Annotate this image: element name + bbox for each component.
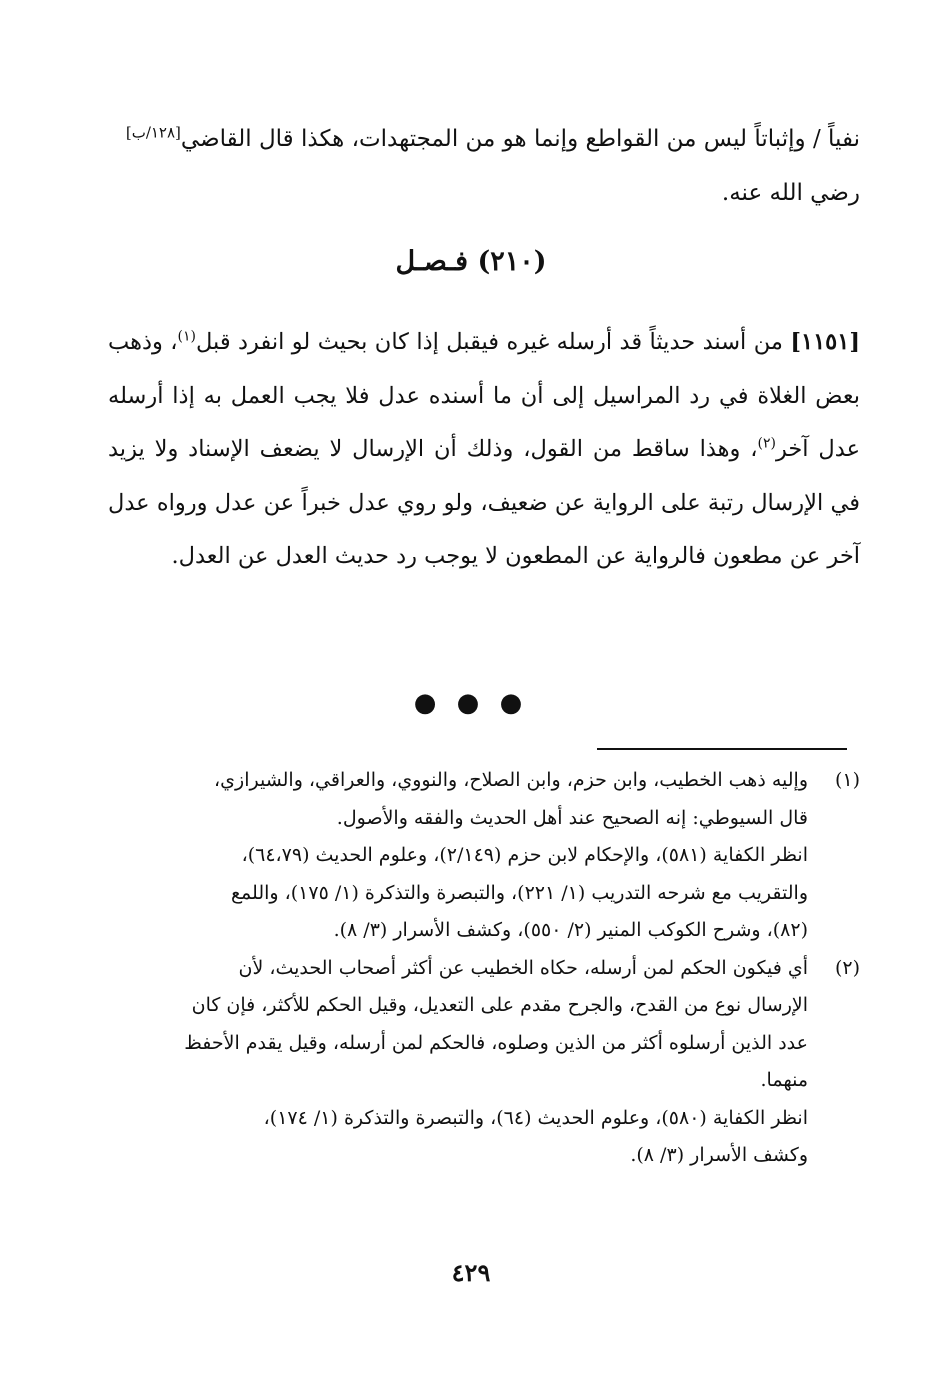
footnote-2-line-1: أي فيكون الحكم لمن أرسله، حكاه الخطيب عن أكثر أصحاب الحديث، لأن [238,956,808,979]
footnote-2-line-3: عدد الذين أرسلوه أكثر من الذين وصلوه، فالحكم لمن أرسله، وقيل يقدم الأحفظ [184,1031,808,1054]
intro-paragraph [70,112,860,220]
footnote-1-line-4: والتقريب مع شرحه التدريب (١/ ٢٢١)، والتبصرة والتذكرة (١/ ١٧٥)، واللمع [230,881,808,904]
footnote-1-line-5: (٨٢)، وشرح الكوكب المنير (٢/ ٥٥٠)، وكشف الأسرار (٣/ ٨). [333,919,808,941]
folio-reference: [١٢٨/ب] [125,123,181,142]
footnote-1-line-1: وإليه ذهب الخطيب، وابن حزم، وابن الصلاح، والنووي، والعراقي، والشيرازي، [214,769,808,791]
intro-line-1: نفياً / وإثباتاً ليس من القواطع وإنما هو من المجتهدات، هكذا قال القاضي [180,126,860,152]
footnote-2-number: (٢) [834,956,860,979]
footnote-marker-2[interactable]: (٢) [757,435,776,452]
footnote-marker-1[interactable]: (١) [177,328,197,345]
footnote-2 [100,950,860,1175]
main-text-part-a: من أسند حديثاً قد أرسله غيره فيقبل إذا كان بحيث لو انفرد قبل [196,329,783,355]
footnote-1-line-3: انظر الكفاية (٥٨١)، والإحكام لابن حزم (٢/١٤٩)، وعلوم الحديث (٦٤،٧٩)، [241,844,808,866]
paragraph-number: [١١٥١] [790,329,861,355]
footnote-1-number: (١) [834,769,860,791]
page-number: ٤٢٩ [451,1258,491,1287]
footnote-2-line-4: منهما. [760,1069,808,1091]
footnotes-section [100,762,860,1175]
footnote-2-line-2: الإرسال نوع من القدح، والجرح مقدم على التعديل، وقيل الحكم للأكثر، فإن كان [191,994,808,1016]
main-paragraph [108,316,860,584]
intro-line-2: رضي الله عنه. [721,180,860,206]
section-heading: (٢١٠) فـصـل [395,246,547,277]
separator-dots: ● ● ● [413,688,529,718]
footnote-divider [597,748,847,750]
footnote-2-line-6: وكشف الأسرار (٣/ ٨). [630,1144,808,1166]
footnote-2-line-5: انظر الكفاية (٥٨٠)، وعلوم الحديث (٦٤)، والتبصرة والتذكرة (١/ ١٧٤)، [263,1106,808,1129]
main-text-part-b: ، وذهب بعض الغلاة في رد المراسيل إلى أن ما أسنده عدل فلا يجب العمل به إذا أرسله عدل آخر [108,329,860,462]
footnote-1-line-2: قال السيوطي: إنه الصحيح عند أهل الحديث والفقه والأصول. [336,806,808,829]
main-text-part-c: ، وهذا ساقط من القول، وذلك أن الإرسال لا يضعف الإسناد ولا يزيد في الإرسال رتبة على الرواية عن ضعيف، ولو روي عدل خبراً عن عدل ورواه عدل آخر عن مطعون فالرواية عن المطعون لا يوجب رد حديث العدل عن العدل. [108,436,860,569]
footnote-1 [100,762,860,950]
